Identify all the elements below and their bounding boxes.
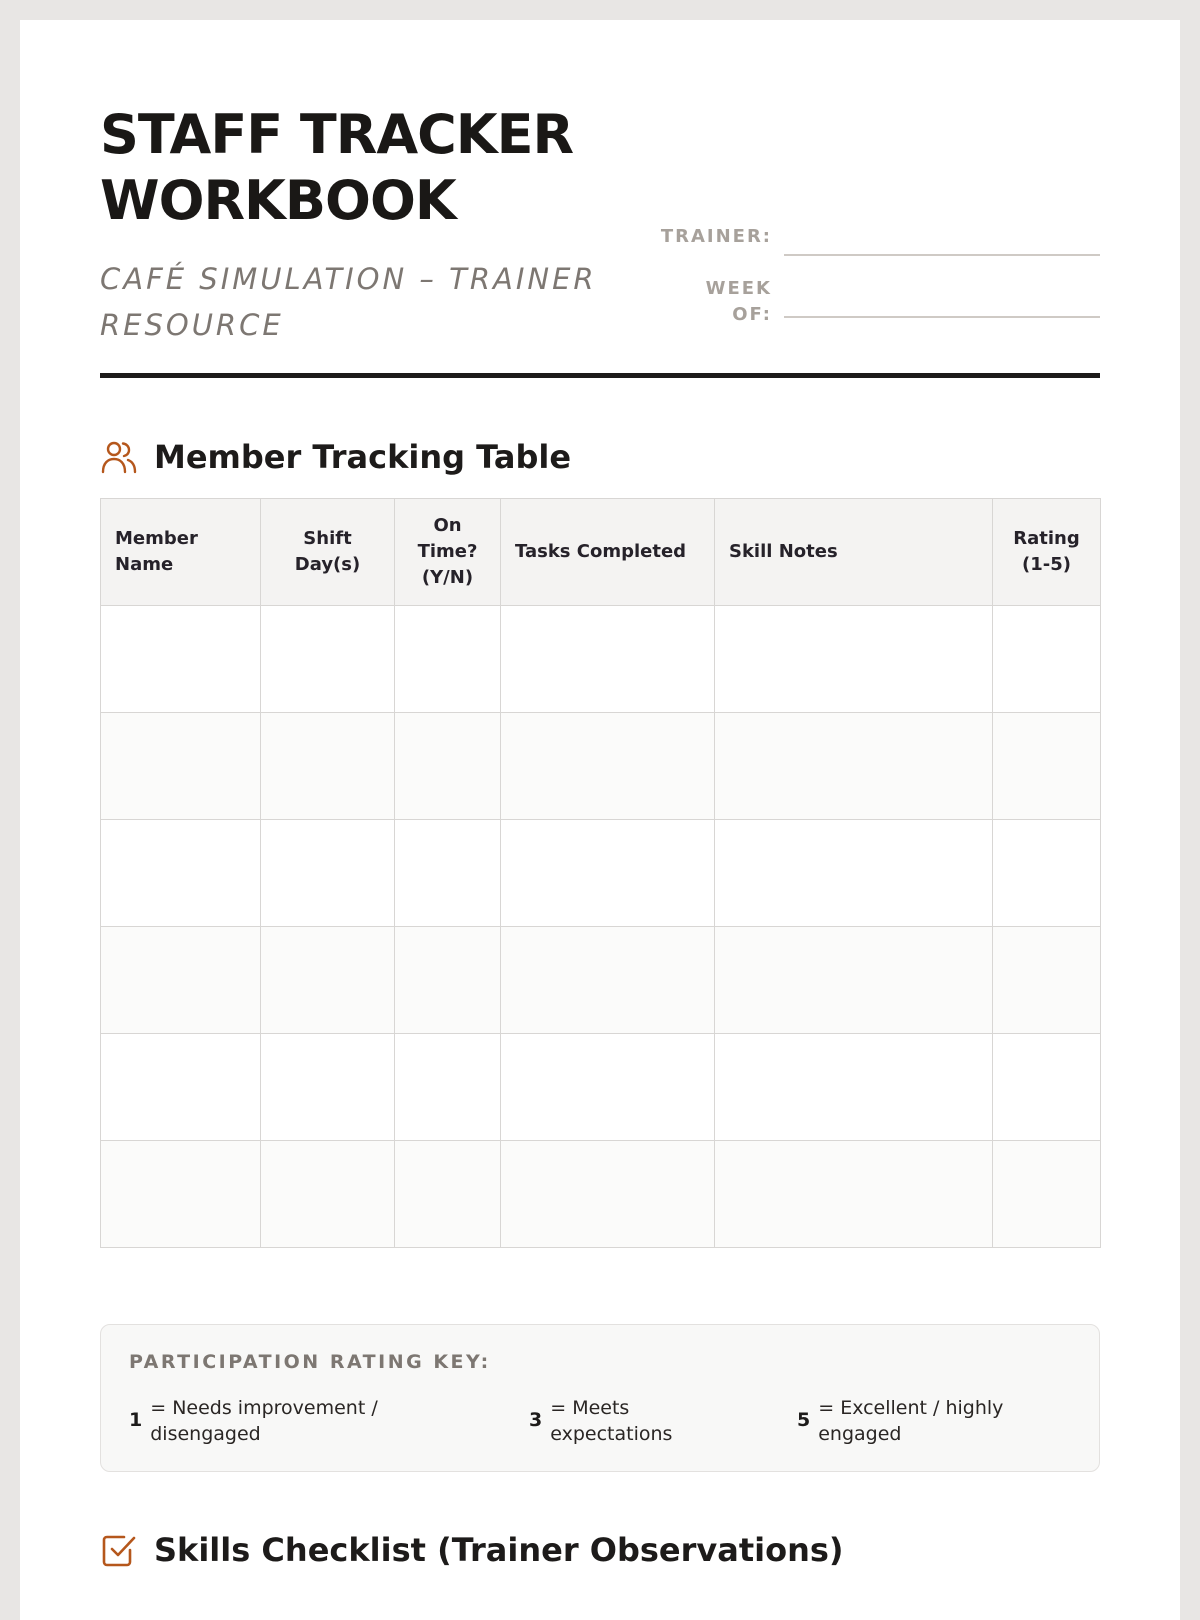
col-member-name-line-1: Member (115, 528, 198, 549)
table-cell[interactable] (395, 606, 501, 713)
rating-key-text-line-1: = Needs improvement / (150, 1397, 378, 1419)
table-cell[interactable] (261, 1141, 395, 1248)
skills-section-heading (100, 1530, 844, 1570)
table-cell[interactable] (501, 927, 715, 1034)
page-title (100, 102, 660, 234)
table-cell[interactable] (261, 713, 395, 820)
tracking-section-heading (100, 437, 571, 477)
rating-key-box (100, 1324, 1100, 1472)
col-skill-notes-label: Skill Notes (729, 541, 838, 562)
rating-key-text-line-2: expectations (550, 1423, 673, 1445)
title-line-2: WORKBOOK (100, 169, 456, 232)
header-divider (100, 373, 1100, 378)
col-rating-line-2: (1-5) (1022, 554, 1071, 575)
rating-key-number: 1 (129, 1409, 143, 1431)
week-label-line-2: OF: (732, 304, 772, 325)
col-shift-days (261, 499, 395, 606)
table-cell[interactable] (101, 1141, 261, 1248)
table-row (101, 927, 1101, 1034)
table-row (101, 1141, 1101, 1248)
col-rating (993, 499, 1101, 606)
rating-key-text-line-1: = Excellent / highly (818, 1397, 1004, 1419)
table-row (101, 606, 1101, 713)
col-member-name-line-2: Name (115, 554, 174, 575)
rating-key-text (818, 1395, 1048, 1447)
table-cell[interactable] (261, 927, 395, 1034)
table-cell[interactable] (501, 1034, 715, 1141)
trainer-label: TRAINER: (660, 226, 772, 247)
table-cell[interactable] (715, 713, 993, 820)
table-row (101, 820, 1101, 927)
rating-key-text-line-1: = Meets (550, 1397, 630, 1419)
rating-key-text-line-2: engaged (818, 1423, 902, 1445)
table-cell[interactable] (395, 927, 501, 1034)
table-cell[interactable] (395, 820, 501, 927)
subtitle-line-2: RESOURCE (100, 308, 284, 342)
table-cell[interactable] (993, 606, 1101, 713)
table-cell[interactable] (993, 1034, 1101, 1141)
col-skill-notes (715, 499, 993, 606)
week-input-line[interactable] (784, 316, 1100, 318)
week-label-line-1: WEEK (705, 278, 772, 299)
rating-key-item-5 (797, 1395, 1048, 1447)
col-on-time-line-3: (Y/N) (421, 567, 474, 588)
col-rating-line-1: Rating (1013, 528, 1080, 549)
table-cell[interactable] (715, 1141, 993, 1248)
table-cell[interactable] (501, 713, 715, 820)
table-cell[interactable] (993, 820, 1101, 927)
table-cell[interactable] (501, 606, 715, 713)
title-line-1: STAFF TRACKER (100, 103, 574, 166)
table-cell[interactable] (101, 927, 261, 1034)
col-member-name (101, 499, 261, 606)
col-on-time (395, 499, 501, 606)
rating-key-text (150, 1395, 380, 1447)
week-field (640, 276, 1100, 346)
rating-key-title: PARTICIPATION RATING KEY: (129, 1351, 491, 1373)
table-cell[interactable] (715, 820, 993, 927)
table-cell[interactable] (395, 1034, 501, 1141)
page-subtitle (100, 256, 620, 348)
table-cell[interactable] (101, 713, 261, 820)
table-cell[interactable] (715, 606, 993, 713)
table-cell[interactable] (261, 606, 395, 713)
member-tracking-table (100, 498, 1101, 1248)
table-cell[interactable] (101, 1034, 261, 1141)
table-header-row (101, 499, 1101, 606)
table-cell[interactable] (715, 927, 993, 1034)
table-cell[interactable] (501, 820, 715, 927)
worksheet-page (20, 20, 1180, 1620)
table-cell[interactable] (395, 1141, 501, 1248)
rating-key-text (550, 1395, 780, 1447)
table-cell[interactable] (993, 1141, 1101, 1248)
checkbox-icon (100, 1531, 138, 1569)
tracking-section-title: Member Tracking Table (154, 438, 572, 476)
col-tasks-completed-label: Tasks Completed (515, 541, 687, 562)
col-shift-days-line-2: Day(s) (294, 554, 361, 575)
rating-key-item-1 (129, 1395, 380, 1447)
col-tasks-completed (501, 499, 715, 606)
col-shift-days-line-1: Shift (303, 528, 352, 549)
table-cell[interactable] (993, 927, 1101, 1034)
users-icon (100, 438, 138, 476)
rating-key-number: 3 (529, 1409, 543, 1431)
trainer-input-line[interactable] (784, 254, 1100, 256)
table-cell[interactable] (715, 1034, 993, 1141)
rating-key-text-line-2: disengaged (150, 1423, 261, 1445)
rating-key-number: 5 (797, 1409, 811, 1431)
table-cell[interactable] (993, 713, 1101, 820)
table-row (101, 713, 1101, 820)
skills-section-title: Skills Checklist (Trainer Observations) (154, 1531, 844, 1569)
subtitle-line-1: CAFÉ SIMULATION – TRAINER (100, 262, 597, 296)
table-cell[interactable] (395, 713, 501, 820)
rating-key-item-3 (529, 1395, 780, 1447)
table-cell[interactable] (501, 1141, 715, 1248)
table-cell[interactable] (101, 820, 261, 927)
table-cell[interactable] (101, 606, 261, 713)
table-cell[interactable] (261, 820, 395, 927)
col-on-time-line-2: Time? (417, 541, 478, 562)
col-on-time-line-1: On (433, 515, 462, 536)
trainer-field (640, 224, 1100, 274)
table-cell[interactable] (261, 1034, 395, 1141)
table-body (101, 606, 1101, 1248)
week-label (706, 276, 772, 328)
table-row (101, 1034, 1101, 1141)
